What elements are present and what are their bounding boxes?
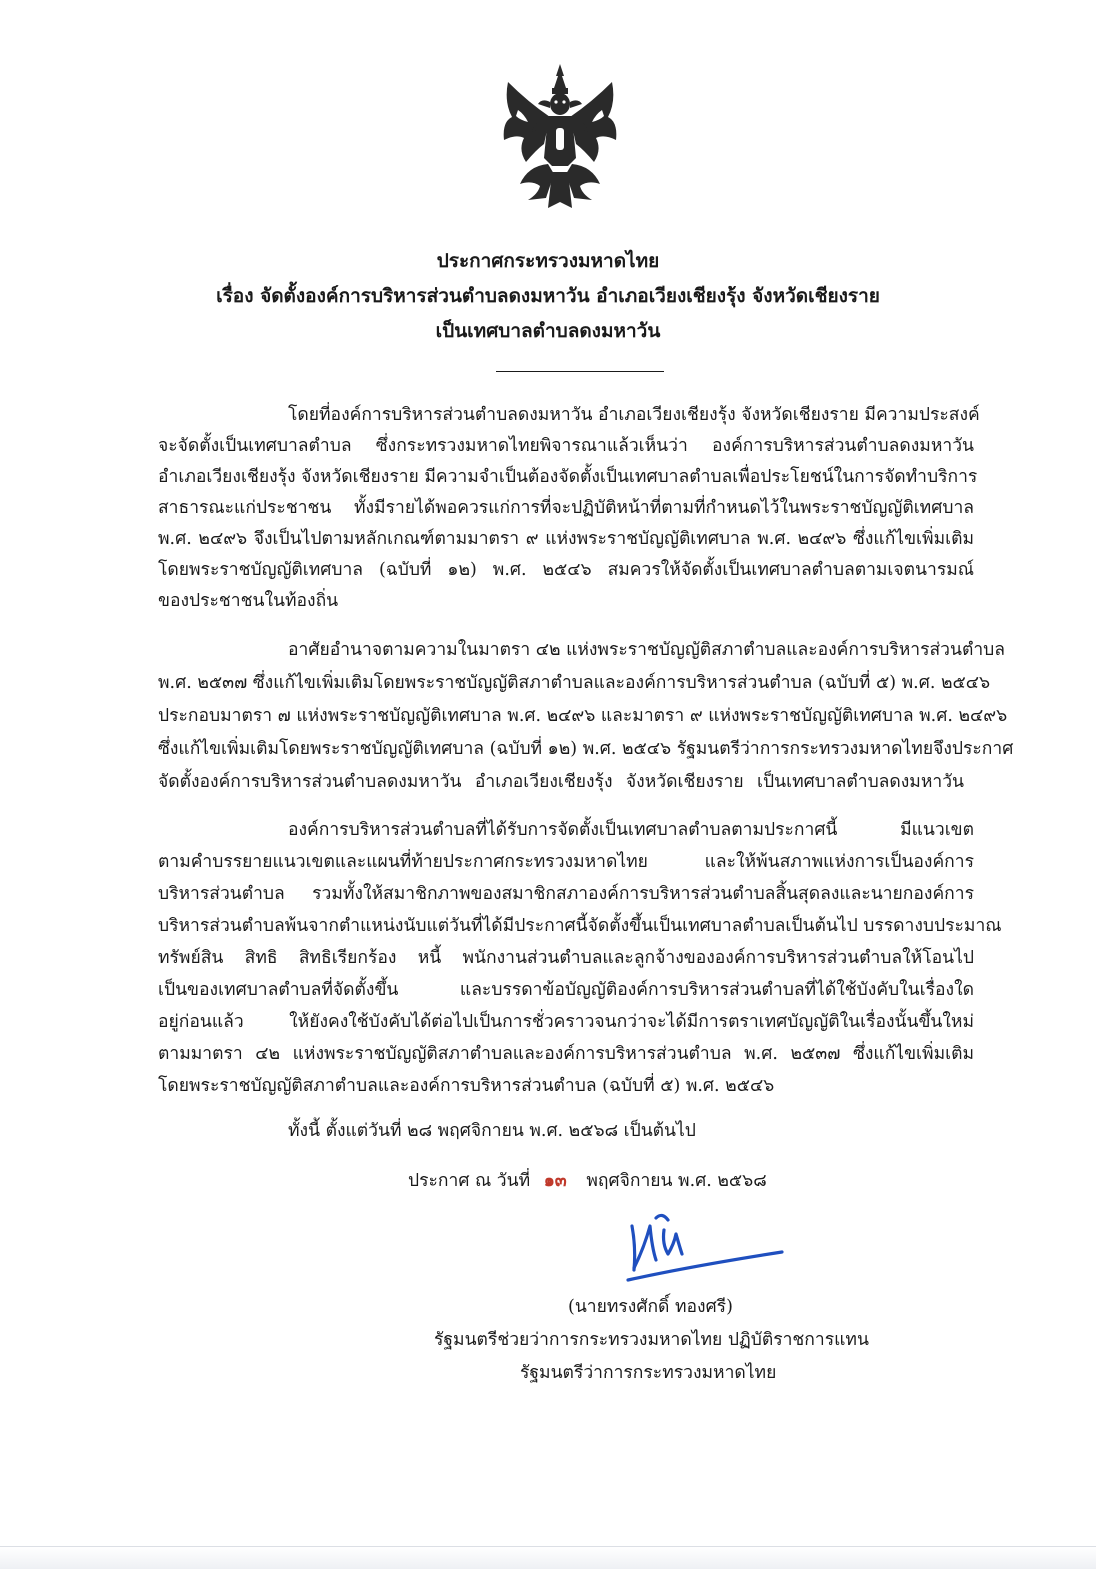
- announcement-title: ประกาศกระทรวงมหาดไทย: [436, 250, 660, 272]
- signature-mark: [622, 1208, 784, 1286]
- effective-date: ทั้งนี้ ตั้งแต่วันที่ ๒๘ พฤศจิกายน พ.ศ. ๒๕๖๘ เป็นต้นไป: [288, 1121, 696, 1141]
- para3-line: บริหารส่วนตำบล รวมทั้งให้สมาชิกภาพของสมาชิกสภาองค์การบริหารส่วนตำบลสิ้นสุดลงและนายกองค์การ: [158, 884, 974, 904]
- dated-prefix: ประกาศ ณ วันที่: [408, 1171, 531, 1191]
- dated-day: ๑๓: [543, 1171, 567, 1191]
- para3-line: บริหารส่วนตำบลพ้นจากตำแหน่งนับแต่วันที่ได้มีประกาศนี้จัดตั้งขึ้นเป็นเทศบาลตำบลเป็นต้นไป บรรดางบประมาณ: [158, 916, 1002, 936]
- para3-line: องค์การบริหารส่วนตำบลที่ได้รับการจัดตั้งเป็นเทศบาลตำบลตามประกาศนี้ มีแนวเขต: [288, 820, 974, 840]
- para1-line: จะจัดตั้งเป็นเทศบาลตำบล ซึ่งกระทรวงมหาดไทยพิจารณาแล้วเห็นว่า องค์การบริหารส่วนตำบลดงมหาวัน: [158, 436, 974, 456]
- para2-line: อาศัยอำนาจตามความในมาตรา ๔๒ แห่งพระราชบัญญัติสภาตำบลและองค์การบริหารส่วนตำบล: [288, 640, 1005, 660]
- para2-line: จัดตั้งองค์การบริหารส่วนตำบลดงมหาวัน อำเภอเวียงเชียงรุ้ง จังหวัดเชียงราย เป็นเทศบาลตำบลดงมหาวัน: [158, 772, 964, 792]
- para1-line: อำเภอเวียงเชียงรุ้ง จังหวัดเชียงราย มีความจำเป็นต้องจัดตั้งเป็นเทศบาลตำบลเพื่อประโยชน์ในการจัดทำบริการ: [158, 467, 978, 487]
- para1-line: สาธารณะแก่ประชาชน ทั้งมีรายได้พอควรแก่การที่จะปฏิบัติหน้าที่ตามที่กำหนดไว้ในพระราชบัญญัติเทศบาล: [158, 498, 974, 518]
- dated-suffix: พฤศจิกายน พ.ศ. ๒๕๖๘: [586, 1171, 767, 1191]
- para1-line: พ.ศ. ๒๔๙๖ จึงเป็นไปตามหลักเกณฑ์ตามมาตรา ๙ แห่งพระราชบัญญัติเทศบาล พ.ศ. ๒๔๙๖ ซึ่งแก้ไขเพิ่มเติม: [158, 529, 974, 549]
- para3-line: โดยพระราชบัญญัติสภาตำบลและองค์การบริหารส่วนตำบล (ฉบับที่ ๕) พ.ศ. ๒๕๔๖: [158, 1076, 775, 1096]
- dated-line: [408, 1168, 767, 1194]
- para1-line: โดยพระราชบัญญัติเทศบาล (ฉบับที่ ๑๒) พ.ศ. ๒๕๔๖ สมควรให้จัดตั้งเป็นเทศบาลตำบลตามเจตนารมณ์: [158, 560, 974, 580]
- signatory-position-2: รัฐมนตรีว่าการกระทรวงมหาดไทย: [520, 1363, 777, 1383]
- para1-line: ของประชาชนในท้องถิ่น: [158, 591, 339, 611]
- announcement-subject: เรื่อง จัดตั้งองค์การบริหารส่วนตำบลดงมหาวัน อำเภอเวียงเชียงรุ้ง จังหวัดเชียงราย: [216, 285, 880, 307]
- announcement-subject-continued: เป็นเทศบาลตำบลดงมหาวัน: [435, 320, 661, 342]
- para1-line: โดยที่องค์การบริหารส่วนตำบลดงมหาวัน อำเภอเวียงเชียงรุ้ง จังหวัดเชียงราย มีความประสงค์: [288, 405, 980, 425]
- garuda-emblem-icon: [498, 62, 622, 212]
- para3-line: เป็นของเทศบาลตำบลที่จัดตั้งขึ้น และบรรดาข้อบัญญัติองค์การบริหารส่วนตำบลที่ได้ใช้บังคับในเรื่องใด: [158, 980, 974, 1000]
- signatory-name: (นายทรงศักดิ์ ทองศรี): [568, 1297, 733, 1317]
- signatory-position-1: รัฐมนตรีช่วยว่าการกระทรวงมหาดไทย ปฏิบัติราชการแทน: [434, 1330, 869, 1350]
- para3-line: ตามคำบรรยายแนวเขตและแผนที่ท้ายประกาศกระทรวงมหาดไทย และให้พ้นสภาพแห่งการเป็นองค์การ: [158, 852, 974, 872]
- para2-line: ซึ่งแก้ไขเพิ่มเติมโดยพระราชบัญญัติเทศบาล (ฉบับที่ ๑๒) พ.ศ. ๒๕๔๖ รัฐมนตรีว่าการกระทรวงมหาดไทยจึงประกาศ: [158, 739, 1014, 759]
- para3-line: ทรัพย์สิน สิทธิ สิทธิเรียกร้อง หนี้ พนักงานส่วนตำบลและลูกจ้างขององค์การบริหารส่วนตำบลให้โอนไป: [158, 948, 974, 968]
- para3-line: อยู่ก่อนแล้ว ให้ยังคงใช้บังคับได้ต่อไปเป็นการชั่วคราวจนกว่าจะได้มีการตราเทศบัญญัติในเรื่องนั้นขึ้นใหม่: [158, 1012, 974, 1032]
- para2-line: พ.ศ. ๒๕๓๗ ซึ่งแก้ไขเพิ่มเติมโดยพระราชบัญญัติสภาตำบลและองค์การบริหารส่วนตำบล (ฉบับที่ ๕) พ.ศ. ๒๕๔๖: [158, 673, 991, 693]
- page-bottom-edge: [0, 1546, 1096, 1569]
- para3-line: ตามมาตรา ๔๒ แห่งพระราชบัญญัติสภาตำบลและองค์การบริหารส่วนตำบล พ.ศ. ๒๕๓๗ ซึ่งแก้ไขเพิ่มเติม: [158, 1044, 974, 1064]
- para2-line: ประกอบมาตรา ๗ แห่งพระราชบัญญัติเทศบาล พ.ศ. ๒๔๙๖ และมาตรา ๙ แห่งพระราชบัญญัติเทศบาล พ.ศ. ๒๔๙๖: [158, 706, 1008, 726]
- header-divider: [496, 371, 664, 372]
